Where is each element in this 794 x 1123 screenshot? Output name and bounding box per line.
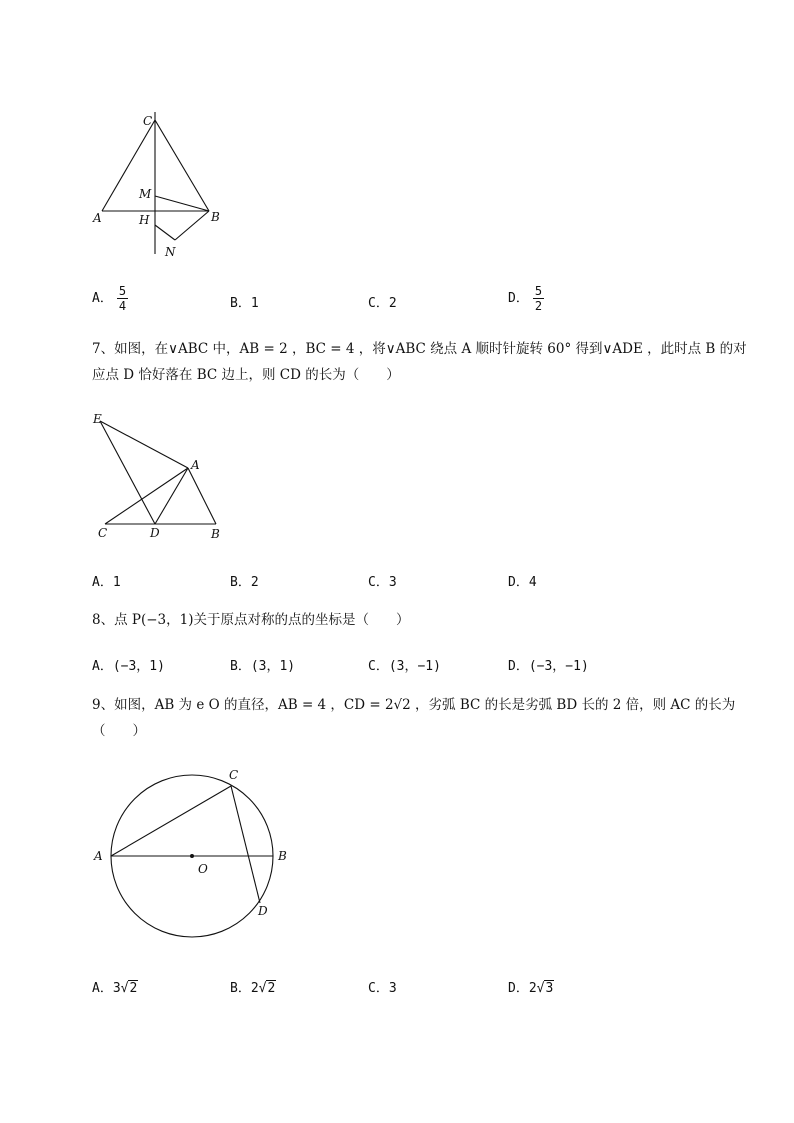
fraction: $\frac{5}{2}$ bbox=[534, 284, 543, 313]
question-9-line-1: 9、如图，AB 为 e O 的直径，AB = 4 ，CD = 2√2 ，劣弧 BC 的长是劣弧 BD 长的 2 倍，则 AC 的长为 bbox=[92, 697, 736, 713]
label-B: B bbox=[278, 849, 287, 863]
q6-option-a[interactable]: A． $\frac{5}{4}$ bbox=[92, 284, 127, 313]
q9-option-c[interactable]: C．3 bbox=[368, 981, 397, 996]
sqrt-sign: √2 bbox=[120, 981, 138, 996]
question-9-line-2: （ ） bbox=[92, 723, 146, 739]
label-E: E bbox=[93, 412, 102, 426]
q6-option-d[interactable]: D． $\frac{5}{2}$ bbox=[508, 284, 543, 313]
fraction: $\frac{5}{4}$ bbox=[118, 284, 127, 313]
question-9-stem bbox=[92, 692, 752, 744]
q6-option-c[interactable]: C．2 bbox=[368, 296, 397, 311]
question-8-stem: 8、点 P(−3，1)关于原点对称的点的坐标是（ ） bbox=[92, 612, 410, 628]
q7-option-c[interactable]: C．3 bbox=[368, 575, 397, 590]
figure-q7-rotation bbox=[85, 405, 245, 550]
q7-option-d[interactable]: D．4 bbox=[508, 575, 537, 590]
label-A: A bbox=[191, 458, 200, 472]
label-C: C bbox=[229, 768, 239, 782]
label-A: A bbox=[94, 849, 103, 863]
label-C: C bbox=[143, 114, 153, 128]
label-D: D bbox=[150, 526, 160, 540]
label-H: H bbox=[139, 213, 150, 227]
q9-option-d[interactable]: D．2√3 bbox=[508, 981, 554, 996]
sqrt-sign: √2 bbox=[258, 981, 276, 996]
figure-q6-triangle bbox=[80, 100, 240, 270]
label-M: M bbox=[139, 187, 152, 201]
question-7-line-1: 7、如图，在∨ABC 中，AB = 2 ，BC = 4 ，将∨ABC 绕点 A 顺时针旋转 60° 得到∨ADE ，此时点 B 的对 bbox=[92, 341, 747, 357]
label-B: B bbox=[211, 527, 220, 541]
question-7-stem bbox=[92, 336, 752, 388]
q8-option-c[interactable]: C．(3，−1) bbox=[368, 659, 441, 674]
q9-option-a[interactable]: A．3√2 bbox=[92, 981, 138, 996]
q8-option-b[interactable]: B．(3，1) bbox=[230, 659, 296, 674]
label-N: N bbox=[165, 245, 176, 259]
figure-q9-circle bbox=[85, 760, 300, 945]
label-A: A bbox=[93, 211, 102, 225]
sqrt-sign: √3 bbox=[536, 981, 554, 996]
question-7-line-2: 应点 D 恰好落在 BC 边上，则 CD 的长为（ ） bbox=[92, 367, 400, 383]
label-C: C bbox=[98, 526, 108, 540]
label-O: O bbox=[198, 862, 208, 876]
q9-option-b[interactable]: B．2√2 bbox=[230, 981, 276, 996]
q6-option-b[interactable]: B．1 bbox=[230, 296, 259, 311]
q7-option-b[interactable]: B．2 bbox=[230, 575, 259, 590]
q8-option-d[interactable]: D．(−3，−1) bbox=[508, 659, 589, 674]
q7-option-a[interactable]: A．1 bbox=[92, 575, 121, 590]
q8-option-a[interactable]: A．(−3，1) bbox=[92, 659, 165, 674]
label-D: D bbox=[258, 904, 268, 918]
label-B: B bbox=[211, 210, 220, 224]
